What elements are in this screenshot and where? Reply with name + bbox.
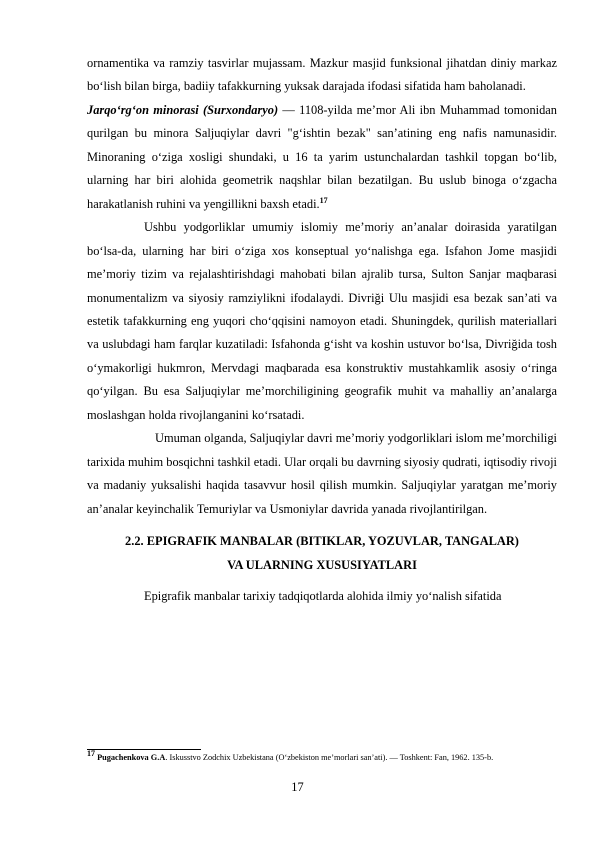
paragraph-2 [87, 99, 557, 216]
footnote [87, 749, 557, 764]
section-heading-line-1: 2.2. EPIGRAFIK MANBALAR (BITIKLAR, YOZUVLAR, TANGALAR) [125, 534, 519, 549]
paragraph-3: Ushbu yodgorliklar umumiy islomiy me’moriy an’analar doirasida yaratilgan bo‘lsa-da, ularning har biri o‘ziga xos konseptual yo‘nalishga ega. Isfahon Jome masjidi me’moriy tizim va rejalashtirishdagi mahobati bilan ajralib tursa, Sulton Sanjar maqbarasi monumentalizm va siyosiy ramziylikni ifodalaydi. Divriği Ulu masjidi esa bezak san’ati va estetik tafakkurning eng yuqori cho‘qqisini namoyon etadi. Shuningdek, qurilish materiallari va uslubdagi ham farqlar kuzatiladi: Isfahonda g‘isht va koshin ustuvor bo‘lsa, Divriğida tosh o‘ymakorligi hukmron, Mervdagi maqbarada esa konstruktiv mustahkamlik asosiy o‘ringa qo‘yilgan. Bu esa Saljuqiylar me’morchiligining geografik muhit va mahalliy an’analarga moslashgan holda rivojlanganini ko‘rsatadi. [87, 220, 557, 422]
section-heading-line-2: VA ULARNING XUSUSIYATLARI [227, 557, 417, 572]
footnote-divider [87, 749, 201, 750]
footnote-number: 17 [87, 749, 95, 759]
body-text [87, 52, 557, 608]
footnote-text: . Iskusstvo Zodchix Uzbekistana (O‘zbekiston me’morlari san’ati). — Toshkent: Fan, 1962. 135-b. [165, 753, 494, 762]
paragraph-2-lead: Jarqo‘rg‘on minorasi (Surxondaryo) [87, 102, 279, 117]
footnote-author: Pugachenkova G.A [97, 753, 166, 762]
footnote-reference[interactable]: 17 [319, 195, 328, 205]
page-number: 17 [291, 780, 304, 794]
paragraph-1: ornamentika va ramziy tasvirlar mujassam. Mazkur masjid funksional jihatdan diniy markaz bo‘lish bilan birga, badiiy tafakkurning yuksak darajada ifodasi sifatida ham baholanadi. [87, 56, 557, 94]
paragraph-4: Umuman olganda, Saljuqiylar davri me’moriy yodgorliklari islom me’morchiligi tarixida muhim bosqichni tashkil etadi. Ular orqali bu davrning siyosiy qudrati, iqtisodiy rivoji va madaniy yuksalishi haqida tasavvur hosil qilish mumkin. Saljuqiylar yaratgan me’moriy an’analar keyinchalik Temuriylar va Usmoniylar davrida yanada rivojlantirilgan. [87, 431, 557, 516]
paragraph-2-body: — 1108-yilda me’mor Ali ibn Muhammad tomonidan qurilgan bu minora Saljuqiylar davri "g‘ishtin bezak" san’atining eng nafis namunasidir. Minoraning o‘ziga xosligi shundaki, u 16 ta yarim ustunchalardan tashkil topgan bo‘lib, ularning har biri alohida geometrik naqshlar bilan bezatilgan. Bu uslub binoga o‘zgacha harakatlanish ruhini va yengillikni baxsh etadi. [87, 102, 557, 211]
paragraph-5: Epigrafik manbalar tarixiy tadqiqotlarda alohida ilmiy yo‘nalish sifatida [144, 588, 502, 603]
section-heading [87, 530, 557, 577]
